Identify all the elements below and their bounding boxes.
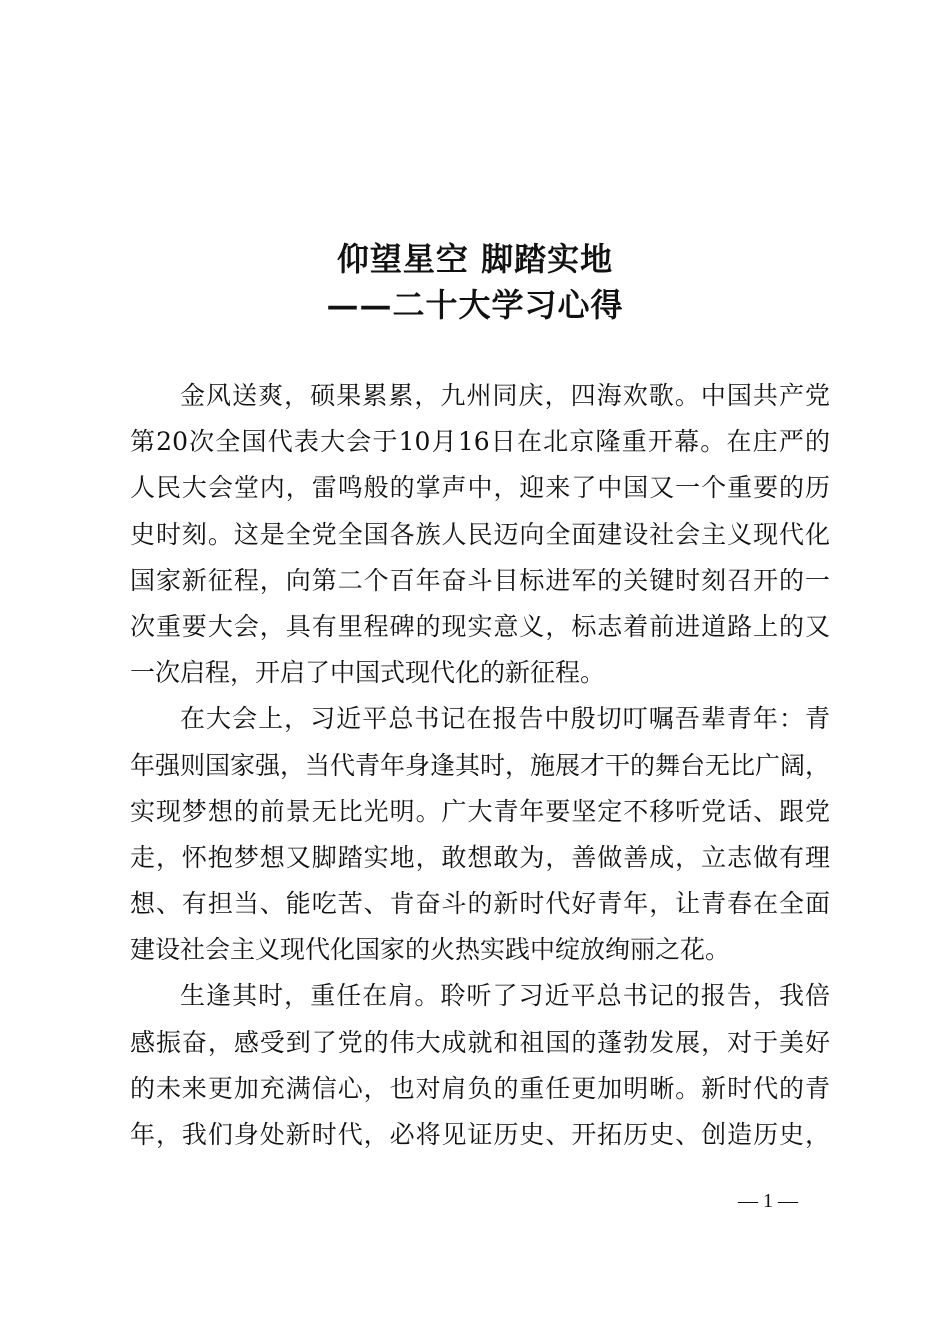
document-body [130, 373, 830, 1158]
paragraph [130, 973, 830, 1158]
text-line: 年强则国家强，当代青年身逢其时，施展才干的舞台无比广阔， [130, 750, 831, 780]
text-line: 国家新征程，向第二个百年奋斗目标进军的关键时刻召开的一 [130, 565, 830, 595]
paragraph [130, 696, 830, 973]
text-line: 第20次全国代表大会于10月16日在北京隆重开幕。在庄严的 [130, 427, 830, 457]
text-line: 建设社会主义现代化国家的火热实践中绽放绚丽之花。 [130, 935, 731, 965]
text-line: 在大会上，习近平总书记在报告中殷切叮嘱吾辈青年：青 [180, 704, 830, 734]
text-line: 的未来更加充满信心，也对肩负的重任更加明晰。新时代的青 [130, 1073, 830, 1103]
text-line: 走，怀抱梦想又脚踏实地，敢想敢为，善做善成，立志做有理 [130, 842, 830, 872]
text-line: 史时刻。这是全党全国各族人民迈向全面建设社会主义现代化 [130, 519, 830, 549]
text-line: 实现梦想的前景无比光明。广大青年要坚定不移听党话、跟党 [130, 796, 830, 826]
text-line: 想、有担当、能吃苦、肯奋斗的新时代好青年，让青春在全面 [130, 889, 830, 919]
text-line: 人民大会堂内，雷鸣般的掌声中，迎来了中国又一个重要的历 [130, 473, 830, 503]
text-line: 次重要大会，具有里程碑的现实意义，标志着前进道路上的又 [130, 611, 830, 641]
page-number: — 1 — [738, 1190, 798, 1212]
text-line: 感振奋，感受到了党的伟大成就和祖国的蓬勃发展，对于美好 [130, 1027, 830, 1057]
text-line: 一次启程，开启了中国式现代化的新征程。 [130, 658, 606, 688]
paragraph [130, 373, 830, 696]
document-subtitle: ——二十大学习心得 [326, 286, 624, 324]
text-line: 生逢其时，重任在肩。聆听了习近平总书记的报告，我倍 [180, 981, 830, 1011]
document-title: 仰望星空 脚踏实地 [336, 240, 614, 278]
text-line: 年，我们身处新时代，必将见证历史、开拓历史、创造历史， [130, 1120, 830, 1149]
text-line: 金风送爽，硕果累累，九州同庆，四海欢歌。中国共产党 [180, 381, 830, 410]
